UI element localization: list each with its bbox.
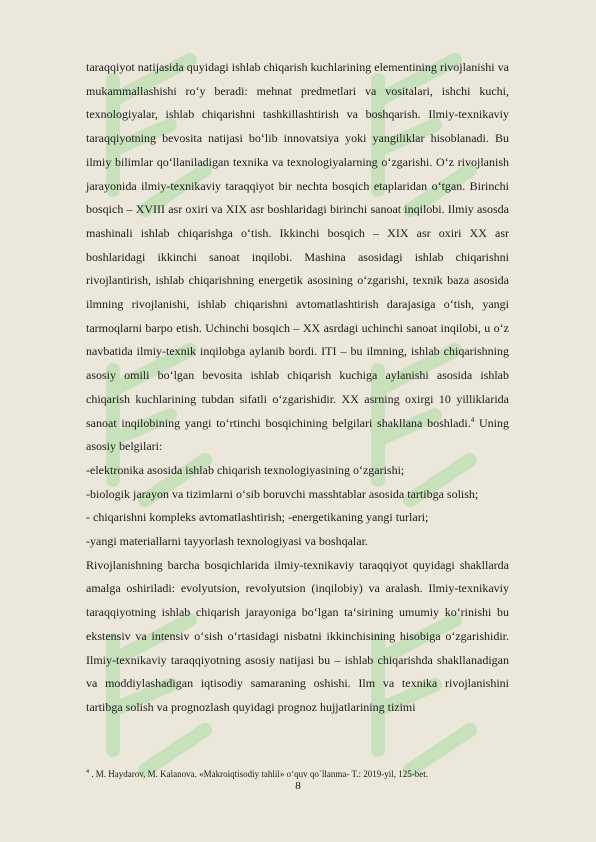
paragraph-main <box>86 56 509 459</box>
paragraph-forms: Rivojlanishning barcha bosqichlarida ilmiy-texnikaviy taraqqiyot quyidagi shakllarda amalga oshiriladi: evolyutsion, revolyutsion (inqilobiy) va aralash. Ilmiy-texnikaviy taraqqiyotning ishlab chiqarish jarayoniga bo‘lgan ta‘sirining umumiy ko‘rinishi bu ekstensiv va intensiv o‘sish o‘rtasidagi nisbatni ikkinchisining hisobiga o‘zgarishidir. Ilmiy-texnikaviy taraqqiyotning asosiy natijasi bu – ishlab chiqarishda shakllanadigan va moddiylashadigan iqtisodiy samaraning oshishi. Ilm va texnika rivojlanishini tartibga solish va prognozlash quyidagi prognoz hujjatlarining tizimi <box>86 557 509 714</box>
list-item: -biologik jarayon va tizimlarni o‘sib boruvchi masshtablar asosida tartibga solish; <box>86 486 479 501</box>
paragraph-main-tail: Uning asosiy belgilari: <box>86 415 510 454</box>
list-item: - chiqarishni kompleks avtomatlashtirish; -energetikaning yangi turlari; <box>86 510 429 525</box>
footnote-reference[interactable]: 4 <box>470 415 475 424</box>
footnote-number: 4 <box>86 769 89 775</box>
list-item: -elektronika asosida ishlab chiqarish texnologiyasining o‘zgarishi; <box>86 462 405 477</box>
list-item: -yangi materiallarni tayyorlash texnologiyasi va boshqalar. <box>86 534 368 549</box>
body-text <box>86 56 509 720</box>
footnote-text: . M. Haydarov, M. Kalanova. «Makroiqtisodiy tahlil» o‘quv qo`llanma- T.: 2019-yil, 125-bet. <box>91 769 429 779</box>
page-number: 8 <box>295 780 301 792</box>
paragraph-main-text: taraqqiyot natijasida quyidagi ishlab chiqarish kuchlarining elementining rivojlanishi va mukammallashishi ro‘y beradi: mehnat predmetlari va vositalari, ishchi kuchi, texnologiyalar, ishlab chiqarishni tashkillashtirish va boshqarish. Ilmiy-texnikaviy taraqqiyotning bevosita natijasi bo‘lib innovatsiya yoki yangiliklar hisoblanadi. Bu ilmiy bilimlar qo‘llaniladigan texnika va texnologiyalarning o‘zgarishi. O‘z rivojlanish jarayonida ilmiy-texnikaviy taraqqiyot bir nechta bosqich etaplaridan o‘tgan. Birinchi bosqich – XVIII asr oxiri va XIX asr boshlaridagi birinchi sanoat inqilobi. Ilmiy asosda mashinali ishlab chiqarishga o‘tish. Ikkinchi bosqich – XIX asr oxiri XX asr boshlaridagi ikkinchi sanoat inqilobi. Mashina asosidagi ishlab chiqarishni rivojlantirish, ishlab chiqarishning energetik asosining o‘zgarishi, texnik baza asosida ilmning rivojlanishi, ishlab chiqarishni avtomatlashtirish darajasiga o‘tish, yangi tarmoqlarni barpo etish. Uchinchi bosqich – XX asrdagi uchinchi sanoat inqilobi, u o‘z navbatida ilmiy-texnik inqilobga aylanib bordi. ITI – bu ilmning, ishlab chiqarishning asosiy omili bo‘lgan bevosita ishlab chiqarish kuchiga aylanishi asosida ishlab chiqarish kuchlarining tubdan sifatli o‘zgarishidir. XX asrning oxirgi 10 yilliklarida sanoat inqilobining yangi to‘rtinchi bosqichining belgilari shakllana boshladi. <box>86 60 509 430</box>
footnote <box>86 766 509 780</box>
